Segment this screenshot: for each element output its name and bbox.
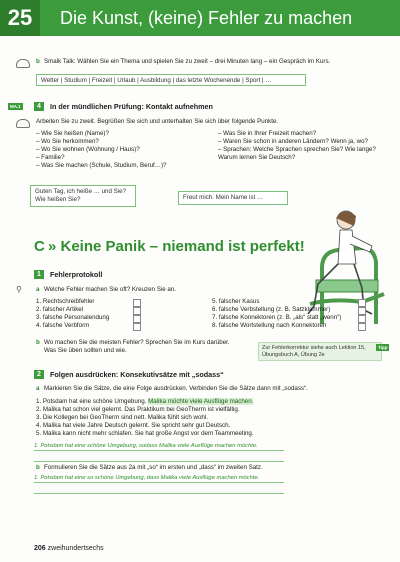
prompt-item: – Sprachen: Welche Sprachen sprechen Sie? Wie lange? [218,146,376,153]
task-letter-b: b [36,58,40,65]
error-item: 2. falscher Artikel [36,306,84,313]
exercise-1a-instruction: Welche Fehler machen Sie oft? Kreuzen Sie an. [44,286,176,293]
prompt-list-right [218,130,376,162]
error-list-left [36,298,109,330]
exercise-2-title: Folgen ausdrücken: Konsekutivsätze mit „sodass“ [50,370,224,379]
exercise-number-4: 4 [34,102,44,111]
bubble-line: Wie heißen Sie? [35,196,81,203]
prompt-item: – Was Sie machen (Schule, Studium, Beruf…)? [36,162,167,169]
prompt-item: – Wie Sie heißen (Name)? [36,130,109,137]
exercise-2b-instruction: Formulieren Sie die Sätze aus 2a mit „so“ im ersten und „dass“ im zweiten Satz. [44,464,263,471]
prompt-item: Warum lernen Sie Deutsch? [218,154,296,161]
tipp-box [258,342,382,361]
sentence-item [36,398,254,406]
exam-tag: MA.1 [10,104,21,109]
exercise-1b-instruction [44,339,230,355]
bubble-line: Guten Tag, ich heiße … und Sie? [35,188,127,195]
sentence-item: 5. Malika kann nicht mehr schlafen. Sie hat große Angst vor dem Teammeeting. [36,430,254,437]
error-item: 4. falsche Verbform [36,322,90,329]
chapter-number: 25 [0,0,40,36]
topic-bar: Wetter | Studium | Freizeit | Urlaub | Ausbildung | das letzte Wochenende | Sport | … [36,74,306,86]
section-c-title: » Keine Panik – niemand ist perfekt! [48,238,305,255]
checkbox-5[interactable] [358,299,366,307]
answer-line-blank[interactable] [34,453,284,462]
prompt-item: – Familie? [36,154,65,161]
task-letter-b: b [36,464,40,471]
page-word: zweihundertsechs [47,545,104,552]
error-item: 5. falscher Kasus [212,298,260,305]
pair-work-icon [16,59,30,68]
checkbox-1[interactable] [133,299,141,307]
tipp-line: Übungsbuch A, Übung 2e [262,352,325,358]
tipp-label: Tipp [378,345,388,350]
checkbox-7[interactable] [358,315,366,323]
chapter-header [0,0,400,36]
sentence-text: 1. Potsdam hat eine schöne Umgebung. [36,398,149,405]
checkbox-8[interactable] [358,323,366,331]
tipp-line: Zur Fehlerkorrektur siehe auch Lektion 15, [262,345,366,351]
prompt-list-left [36,130,166,170]
exercise-number-2: 2 [34,370,44,379]
error-item: 8. falsche Wortstellung nach Konnektoren [212,322,327,329]
section-letter-c: C [34,238,45,255]
exercise-4-title: In der mündlichen Prüfung: Kontakt aufnehmen [50,102,213,111]
prompt-item: – Wo Sie herkommen? [36,138,99,145]
task-letter-b: b [36,339,40,346]
exercise-number-1: 1 [34,270,44,279]
page-footer [34,544,104,553]
smalltalk-instruction: Smalk Talk: Wählen Sie ein Thema und spielen Sie zu zweit – drei Minuten lang – ein Gespräch im Kurs. [44,58,331,65]
answer-line-b[interactable]: 1. Potsdam hat eine so schöne Umgebung, dass Malika viele Ausflüge machen möchte. [34,474,284,483]
prompt-item: – Was Sie in Ihrer Freizeit machen? [218,130,317,137]
sentence-item: 2. Malika hat schon viel gelernt. Das Praktikum bei GeoTherm ist vielfältig. [36,406,240,413]
sentence-item: 4. Malika hat viele Jahre Deutsch gelernt. Sie spricht sehr gut Deutsch. [36,422,231,429]
pair-work-icon [16,119,30,128]
prompt-item: – Wo Sie wohnen (Wohnung / Haus)? [36,146,140,153]
answer-line-blank[interactable] [34,485,284,494]
error-item: 3. falsche Personalendung [36,314,110,321]
exercise-1-title: Fehlerprotokoll [50,270,103,279]
magnifier-icon: ⚲ [16,285,22,294]
error-item: 7. falsche Konnektoren (z. B. „als“ statt „wenn“) [212,314,342,321]
task-letter-a: a [36,286,40,293]
checkbox-2[interactable] [133,307,141,315]
instruction-line: Wo machen Sie die meisten Fehler? Sprechen Sie im Kurs darüber. [44,339,230,346]
sentence-list [36,398,254,438]
exercise-2a-instruction: Markieren Sie die Sätze, die eine Folge ausdrücken. Verbinden Sie die Sätze dann mit „sodass“. [44,385,308,392]
error-item: 6. falsche Verbstellung (z. B. Satzklammer) [212,306,331,313]
speech-bubble-right: Freut mich. Mein Name ist … [178,191,288,205]
instruction-line: Was Sie üben sollten und wie. [44,347,127,354]
error-item: 1. Rechtschreibfehler [36,298,95,305]
page-number: 206 [34,545,46,552]
checkbox-3[interactable] [133,315,141,323]
sentence-highlight: Malika möchte viele Ausflüge machen. [148,398,254,405]
exercise-4-instruction: Arbeiten Sie zu zweit. Begrüßen Sie sich und unterhalten Sie sich über folgende Punkte. [36,118,279,125]
chapter-title: Die Kunst, (keine) Fehler zu machen [60,8,353,28]
task-letter-a: a [36,385,40,392]
sentence-item: 3. Die Kollegen bei GeoTherm sind nett. Malika fühlt sich wohl. [36,414,208,421]
answer-line-a[interactable]: 1. Potsdam hat eine schöne Umgebung, sodass Malika viele Ausflüge machen möchte. [34,442,284,451]
checkbox-6[interactable] [358,307,366,315]
speech-bubble-left [30,185,136,207]
checkbox-4[interactable] [133,323,141,331]
error-list-right [212,298,341,330]
prompt-item: – Waren Sie schon in anderen Ländern? Wenn ja, wo? [218,138,368,145]
